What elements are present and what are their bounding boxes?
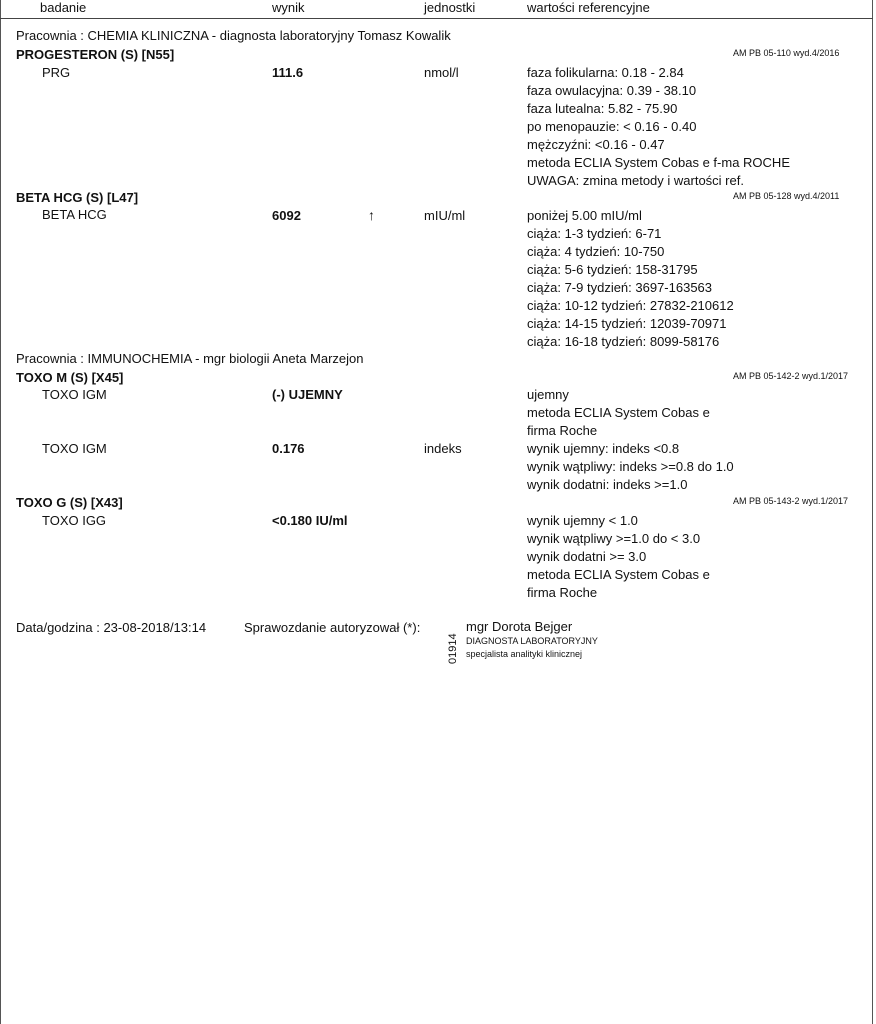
param-prg: PRG: [42, 65, 71, 80]
ref-line: metoda ECLIA System Cobas e: [527, 405, 710, 420]
method-code-toxom: AM PB 05-142-2 wyd.1/2017: [733, 371, 849, 381]
ref-line: UWAGA: zmina metody i wartości ref.: [527, 173, 744, 188]
param-toxo-igg: TOXO IGG: [42, 513, 107, 528]
ref-line: wynik wątpliwy: indeks >=0.8 do 1.0: [527, 459, 734, 474]
ref-line: firma Roche: [527, 423, 598, 438]
ref-line: ciąża: 14-15 tydzień: 12039-70971: [527, 316, 727, 331]
ref-line: ciąża: 1-3 tydzień: 6-71: [527, 226, 662, 241]
ref-line: wynik wątpliwy >=1.0 do < 3.0: [527, 531, 701, 546]
col-header-ref: wartości referencyjne: [527, 0, 650, 15]
ref-line: ciąża: 7-9 tydzień: 3697-163563: [527, 280, 713, 295]
param-betahcg: BETA HCG: [42, 207, 107, 222]
col-header-test: badanie: [40, 0, 87, 15]
authorized-label: Sprawozdanie autoryzował (*):: [244, 620, 421, 635]
ref-range-toxo-igm-index: [527, 440, 734, 494]
signer-spec: specjalista analityki klinicznej: [466, 649, 583, 659]
ref-range-betahcg: [527, 207, 734, 351]
report-datetime: Data/godzina : 23-08-2018/13:14: [16, 620, 207, 635]
signer-name: mgr Dorota Bejger: [466, 619, 573, 634]
method-code-betahcg: AM PB 05-128 wyd.4/2011: [733, 191, 840, 201]
test-name-progesteron: PROGESTERON (S) [N55]: [16, 47, 175, 62]
lab-title-immunochemia: Pracownia : IMMUNOCHEMIA - mgr biologii Aneta Marzejon: [16, 351, 364, 366]
ref-line: wynik ujemny < 1.0: [527, 513, 638, 528]
result-toxo-igm-index: 0.176: [272, 441, 305, 456]
arrow-up-icon: ↑: [368, 207, 375, 223]
signer-title: DIAGNOSTA LABORATORYJNY: [466, 636, 598, 646]
result-prg: 111.6: [272, 65, 304, 80]
ref-line: ujemny: [527, 387, 569, 402]
ref-line: metoda ECLIA System Cobas e: [527, 567, 710, 582]
stamp-code: 01914: [447, 633, 459, 664]
ref-range-toxo-igm-qual: [527, 386, 710, 440]
ref-line: wynik ujemny: indeks <0.8: [527, 441, 680, 456]
unit-prg: nmol/l: [424, 65, 459, 80]
ref-line: ciąża: 10-12 tydzień: 27832-210612: [527, 298, 734, 313]
ref-line: faza lutealna: 5.82 - 75.90: [527, 101, 678, 116]
ref-line: faza owulacyjna: 0.39 - 38.10: [527, 83, 697, 98]
ref-line: wynik dodatni >= 3.0: [527, 549, 647, 564]
col-header-units: jednostki: [424, 0, 476, 15]
unit-betahcg: mIU/ml: [424, 208, 466, 223]
ref-line: po menopauzie: < 0.16 - 0.40: [527, 119, 697, 134]
ref-range-prg: [527, 64, 790, 190]
ref-line: ciąża: 16-18 tydzień: 8099-58176: [527, 334, 720, 349]
ref-range-toxo-igg: [527, 512, 710, 602]
result-betahcg: 6092: [272, 208, 301, 223]
param-toxo-igm: TOXO IGM: [42, 441, 107, 456]
header-divider: [0, 18, 873, 19]
test-name-toxom: TOXO M (S) [X45]: [16, 370, 124, 385]
test-name-toxog: TOXO G (S) [X43]: [16, 495, 123, 510]
test-name-betahcg: BETA HCG (S) [L47]: [16, 190, 139, 205]
result-toxo-igm-qual: (-) UJEMNY: [272, 387, 343, 402]
ref-line: mężczyźni: <0.16 - 0.47: [527, 137, 665, 152]
ref-line: metoda ECLIA System Cobas e f-ma ROCHE: [527, 155, 790, 170]
result-toxo-igg: <0.180 IU/ml: [272, 513, 348, 528]
ref-line: wynik dodatni: indeks >=1.0: [527, 477, 688, 492]
method-code-progesteron: AM PB 05-110 wyd.4/2016: [733, 48, 840, 58]
col-header-result: wynik: [272, 0, 305, 15]
ref-line: ciąża: 4 tydzień: 10-750: [527, 244, 665, 259]
param-toxo-igm: TOXO IGM: [42, 387, 107, 402]
ref-line: poniżej 5.00 mIU/ml: [527, 208, 642, 223]
lab-title-chemia: Pracownia : CHEMIA KLINICZNA - diagnosta laboratoryjny Tomasz Kowalik: [16, 28, 451, 43]
ref-line: ciąża: 5-6 tydzień: 158-31795: [527, 262, 698, 277]
ref-line: faza folikularna: 0.18 - 2.84: [527, 65, 684, 80]
ref-line: firma Roche: [527, 585, 598, 600]
method-code-toxog: AM PB 05-143-2 wyd.1/2017: [733, 496, 849, 506]
unit-toxo-igm: indeks: [424, 441, 462, 456]
